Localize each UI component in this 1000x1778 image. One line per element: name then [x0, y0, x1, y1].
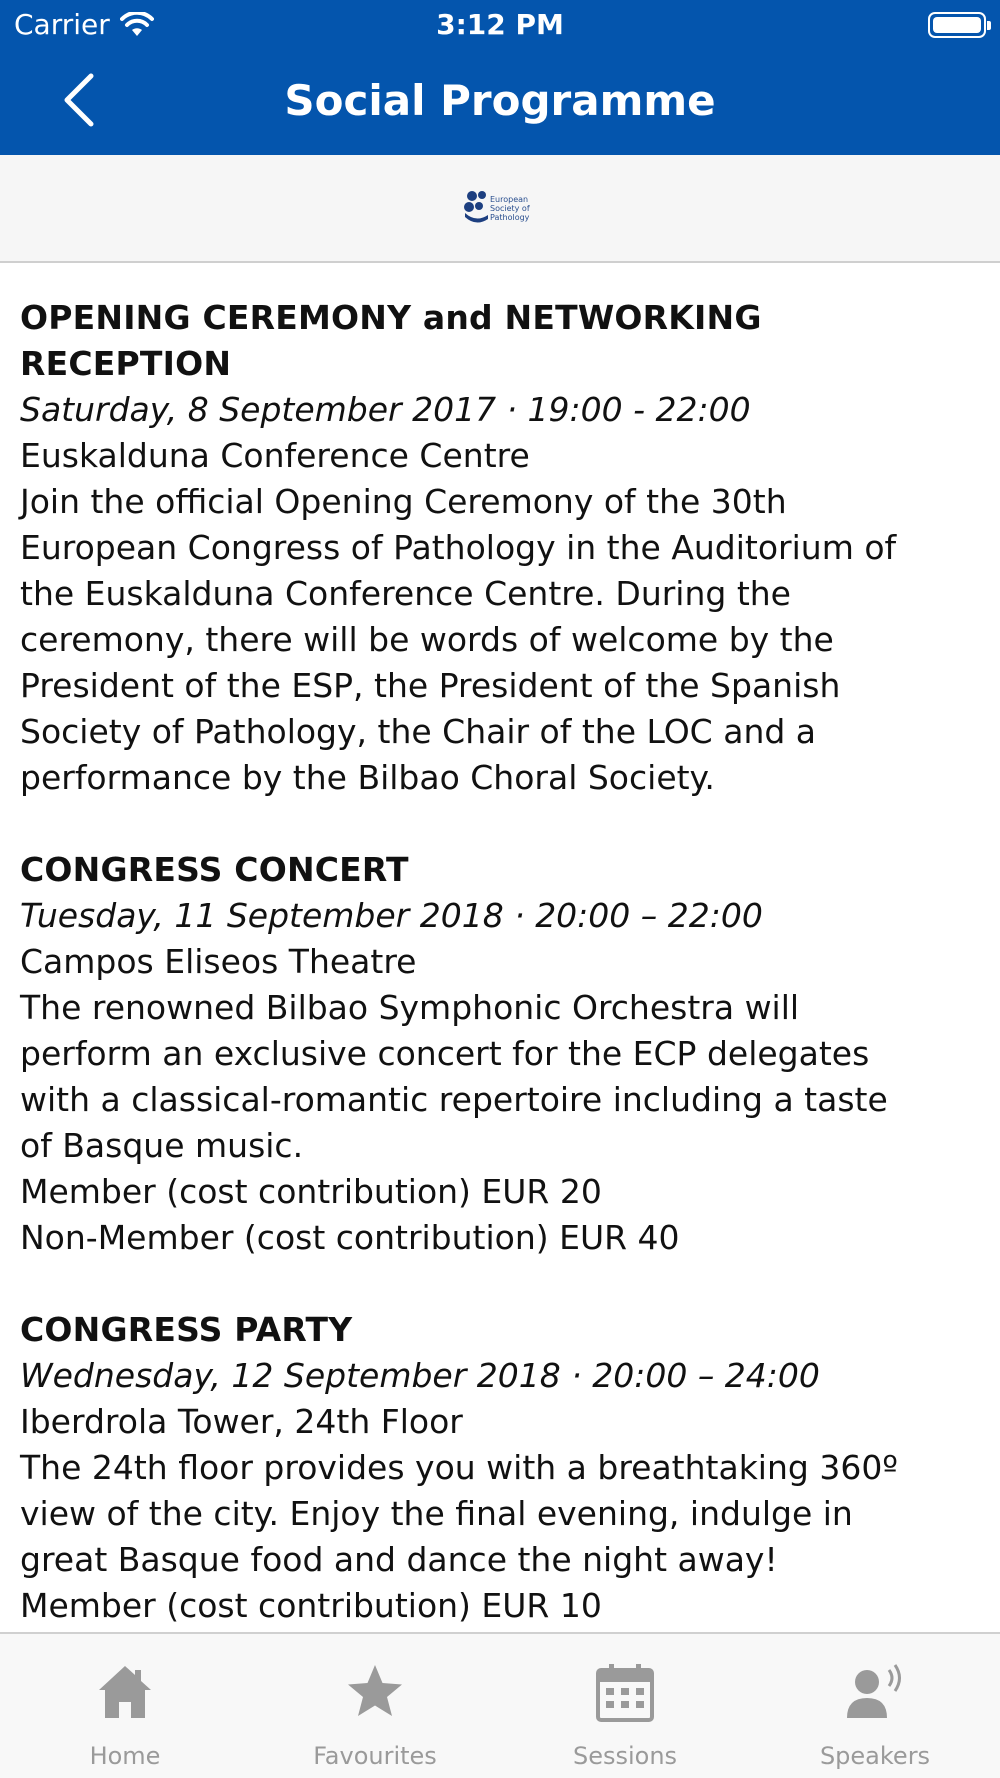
event-description-line: European Congress of Pathology in the Auditorium of [20, 528, 897, 567]
event-title [20, 1307, 980, 1353]
event-price-line: Non-Member (cost contribution) EUR 40 [20, 1218, 680, 1257]
speaker-icon [845, 1662, 905, 1722]
event-congress-concert [20, 847, 980, 1261]
esp-logo [462, 183, 538, 235]
carrier-label: Carrier [14, 8, 110, 41]
tab-label: Favourites [313, 1742, 437, 1770]
event-opening-ceremony [20, 295, 980, 801]
logo-line: Society of [490, 204, 530, 213]
calendar-icon [595, 1662, 655, 1722]
event-description-line: Society of Pathology, the Chair of the LOC and a [20, 712, 817, 751]
home-icon [95, 1662, 155, 1722]
logo-text [490, 195, 530, 222]
battery-icon [928, 12, 986, 38]
event-title-line: RECEPTION [20, 344, 232, 383]
tab-bar [0, 1632, 1000, 1778]
event-title [20, 295, 980, 387]
event-price-line: Member (cost contribution) EUR 20 [20, 1172, 602, 1211]
tab-label: Speakers [819, 1742, 931, 1770]
event-description-line: performance by the Bilbao Choral Society. [20, 758, 715, 797]
event-title-line: CONGRESS CONCERT [20, 850, 409, 889]
tab-sessions[interactable] [500, 1634, 750, 1778]
tab-favourites[interactable] [250, 1634, 500, 1778]
tab-label: Sessions [572, 1742, 678, 1770]
event-date: Saturday, 8 September 2017 · 19:00 - 22:00 [20, 390, 751, 429]
programme-content[interactable] [0, 265, 1000, 1632]
page-title: Social Programme [284, 76, 716, 125]
event-description-line: with a classical-romantic repertoire including a taste [20, 1080, 888, 1119]
status-bar [0, 0, 1000, 50]
event-venue: Iberdrola Tower, 24th Floor [20, 1402, 463, 1441]
tab-home[interactable] [0, 1634, 250, 1778]
event-description-line: Join the official Opening Ceremony of the 30th [20, 482, 787, 521]
event-title-line: CONGRESS PARTY [20, 1310, 353, 1349]
event-description-line: the Euskalduna Conference Centre. During the [20, 574, 791, 613]
sponsor-banner [0, 155, 1000, 263]
top-bar [0, 0, 1000, 155]
navigation-bar [0, 58, 1000, 146]
tab-label: Home [89, 1742, 161, 1770]
star-icon [345, 1662, 405, 1722]
status-time: 3:12 PM [436, 8, 564, 41]
event-description-line: of Basque music. [20, 1126, 304, 1165]
event-description-line: The 24th floor provides you with a breathtaking 360º [20, 1448, 898, 1487]
event-price-line: Member (cost contribution) EUR 10 [20, 1586, 602, 1625]
logo-line: European [490, 195, 529, 204]
event-congress-party [20, 1307, 980, 1629]
tab-speakers[interactable] [750, 1634, 1000, 1778]
event-venue: Campos Eliseos Theatre [20, 942, 417, 981]
event-date: Tuesday, 11 September 2018 · 20:00 – 22:00 [20, 896, 763, 935]
event-title-line: OPENING CEREMONY and NETWORKING [20, 298, 762, 337]
logo-mark-icon [462, 187, 490, 227]
event-description-line: view of the city. Enjoy the final evening, indulge in [20, 1494, 853, 1533]
event-date: Wednesday, 12 September 2018 · 20:00 – 24:00 [20, 1356, 820, 1395]
event-description-line: great Basque food and dance the night away! [20, 1540, 778, 1579]
event-description-line: President of the ESP, the President of the Spanish [20, 666, 841, 705]
event-description-line: ceremony, there will be words of welcome by the [20, 620, 834, 659]
event-title [20, 847, 980, 893]
logo-line: Pathology [490, 213, 530, 222]
event-venue: Euskalduna Conference Centre [20, 436, 530, 475]
event-description-line: perform an exclusive concert for the ECP delegates [20, 1034, 870, 1073]
event-description-line: The renowned Bilbao Symphonic Orchestra will [20, 988, 800, 1027]
